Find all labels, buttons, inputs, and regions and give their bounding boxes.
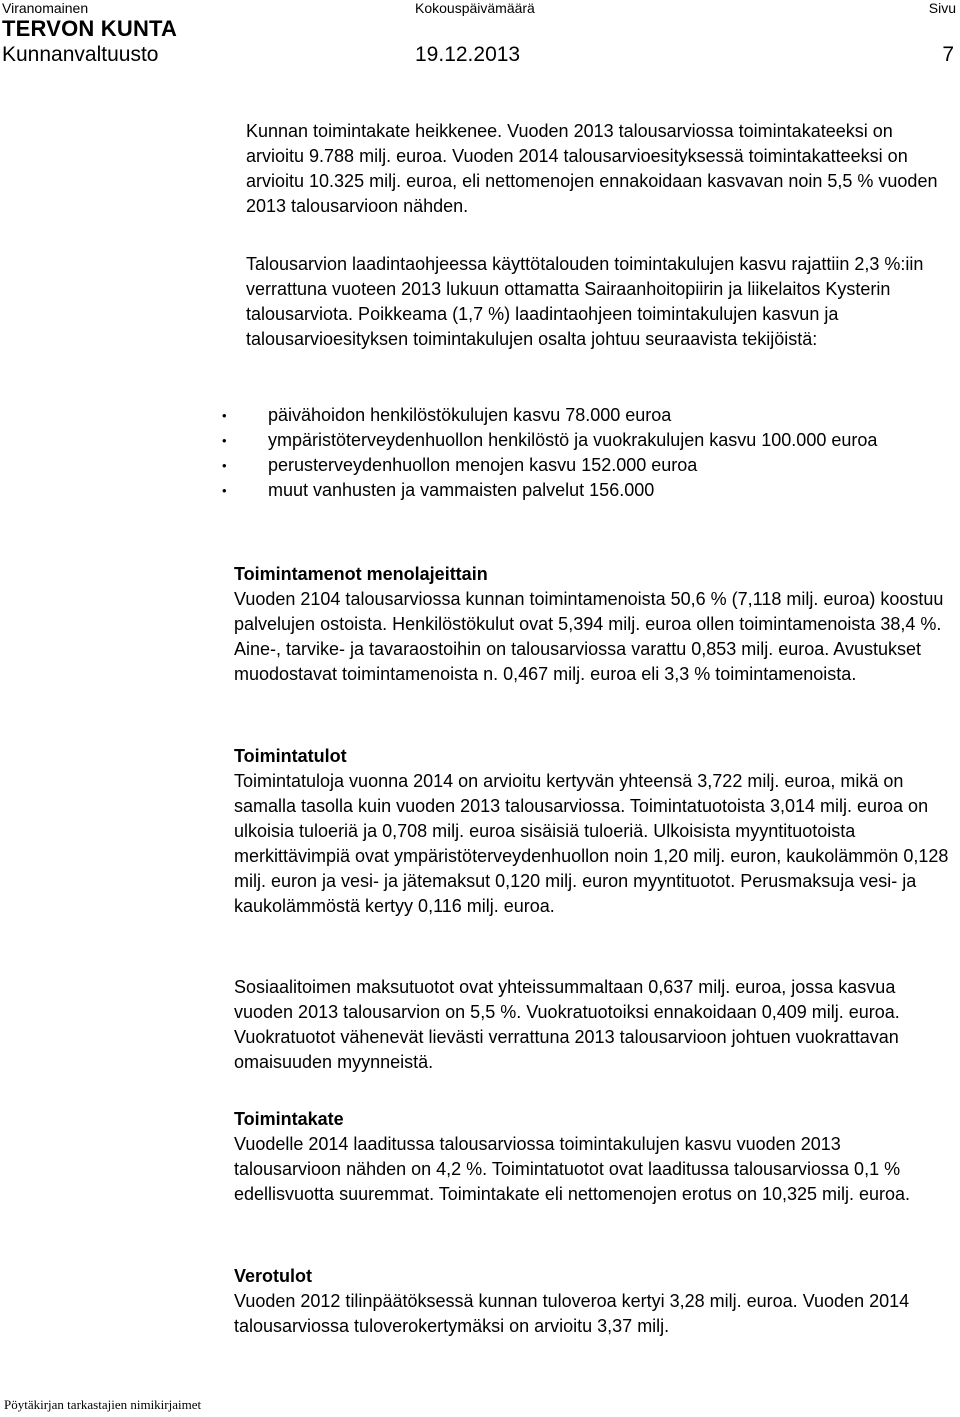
paragraph-text: Vuoden 2104 talousarviossa kunnan toimintamenoista 50,6 % (7,118 milj. euroa) koostuu palvelujen ostoista. Henkilöstökulut ovat 5,394 milj. euroa ollen toimintamenoista 38,4 %. Aine-, tarvike- ja tavaraostoihin on talousarviossa varattu 0,853 milj. euroa. Avustukset muodostavat toimintamenoista n. 0,467 milj. euroa eli 3,3 % toimintamenoista. (234, 589, 944, 684)
paragraph-text: Toimintatuloja vuonna 2014 on arvioitu kertyvän yhteensä 3,722 milj. euroa, mikä on samalla tasolla kuin vuoden 2013 talousarviossa. Toimintatuotoista 3,014 milj. euroa on ulkoisia tuloeriä ja 0,708 milj. euroa sisäisiä tuloeriä. Ulkoisista myyntituotoista merkittävimpiä ovat ympäristöterveydenhuollon noin 1,20 milj. euron, kaukolämmön 0,128 milj. euron ja vesi- ja jätemaksut 0,120 milj. euron myyntituotot. Perusmaksuja vesi- ja kaukolämmöstä kertyy 0,116 milj. euroa. (234, 771, 949, 916)
paragraph-text: Vuodelle 2014 laaditussa talousarviossa toimintakulujen kasvu vuoden 2013 talousarvioon nähden on 4,2 %. Toimintatuotot ovat laaditussa talousarviossa 0,1 % edellisvuotta suuremmat. Toimintakate eli nettomenojen erotus on 10,325 milj. euroa. (234, 1134, 911, 1204)
section-expenses-by-type (234, 562, 950, 687)
list-item: • päivähoidon henkilöstökulujen kasvu 78.000 euroa (222, 403, 942, 428)
section-heading: Verotulot (234, 1266, 313, 1286)
paragraph-text: Vuoden 2012 tilinpäätöksessä kunnan tuloveroa kertyi 3,28 milj. euroa. Vuoden 2014 talousarviossa tuloverokertymäksi on arvioitu 3,37 milj. (234, 1291, 910, 1336)
list-item: • muut vanhusten ja vammaisten palvelut 156.000 (222, 478, 942, 503)
list-item: • perusterveydenhuollon menojen kasvu 152.000 euroa (222, 453, 942, 478)
organization-name: TERVON KUNTA (2, 16, 178, 41)
section-heading: Toimintakate (234, 1109, 344, 1129)
list-item: • ympäristöterveydenhuollon henkilöstö ja vuokrakulujen kasvu 100.000 euroa (222, 428, 942, 453)
page-number: 7 (942, 43, 954, 66)
paragraph-budget-guideline (246, 252, 946, 352)
header-values (0, 43, 960, 71)
section-operating-margin (234, 1107, 950, 1207)
section-social-fees (234, 975, 950, 1075)
header-label-date: Kokouspäivämäärä (415, 0, 535, 16)
meeting-date: 19.12.2013 (415, 43, 521, 66)
section-tax-revenue (234, 1264, 950, 1339)
cost-increase-list (222, 403, 942, 503)
section-operating-income (234, 744, 950, 919)
section-heading: Toimintatulot (234, 746, 347, 766)
body-name: Kunnanvaltuusto (2, 43, 159, 66)
header-label-page: Sivu (928, 0, 956, 16)
paragraph-text: Talousarvion laadintaohjeessa käyttötalouden toimintakulujen kasvu rajattiin 2,3 %:iin verrattuna vuoteen 2013 lukuun ottamatta Sairaanhoitopiirin ja liikelaitos Kysterin talousarviota. Poikkeama (1,7 %) laadintaohjeen toimintakulujen kasvun ja talousarvioesityksen toimintakulujen osalta johtuu seuraavista tekijöistä: (246, 254, 924, 349)
section-heading: Toimintamenot menolajeittain (234, 564, 488, 584)
paragraph-text: Kunnan toimintakate heikkenee. Vuoden 2013 talousarviossa toimintakateeksi on arvioitu 9.788 milj. euroa. Vuoden 2014 talousarvioesityksessä toimintakatteeksi on arvioitu 10.325 milj. euroa, eli nettomenojen ennakoidaan kasvavan noin 5,5 % vuoden 2013 talousarvioon nähden. (246, 121, 938, 216)
footer-signature-label: Pöytäkirjan tarkastajien nimikirjaimet (4, 1397, 202, 1412)
paragraph-operating-margin (246, 119, 946, 219)
paragraph-text: Sosiaalitoimen maksutuotot ovat yhteissummaltaan 0,637 milj. euroa, jossa kasvua vuoden 2013 talousarvion on 5,5 %. Vuokratuotoiksi ennakoidaan 0,409 milj. euroa. Vuokratuotot vähenevät lievästi verrattuna 2013 talousarvioon johtuen vuokrattavan omaisuuden myynneistä. (234, 977, 900, 1072)
header-label-official: Viranomainen (2, 0, 89, 16)
